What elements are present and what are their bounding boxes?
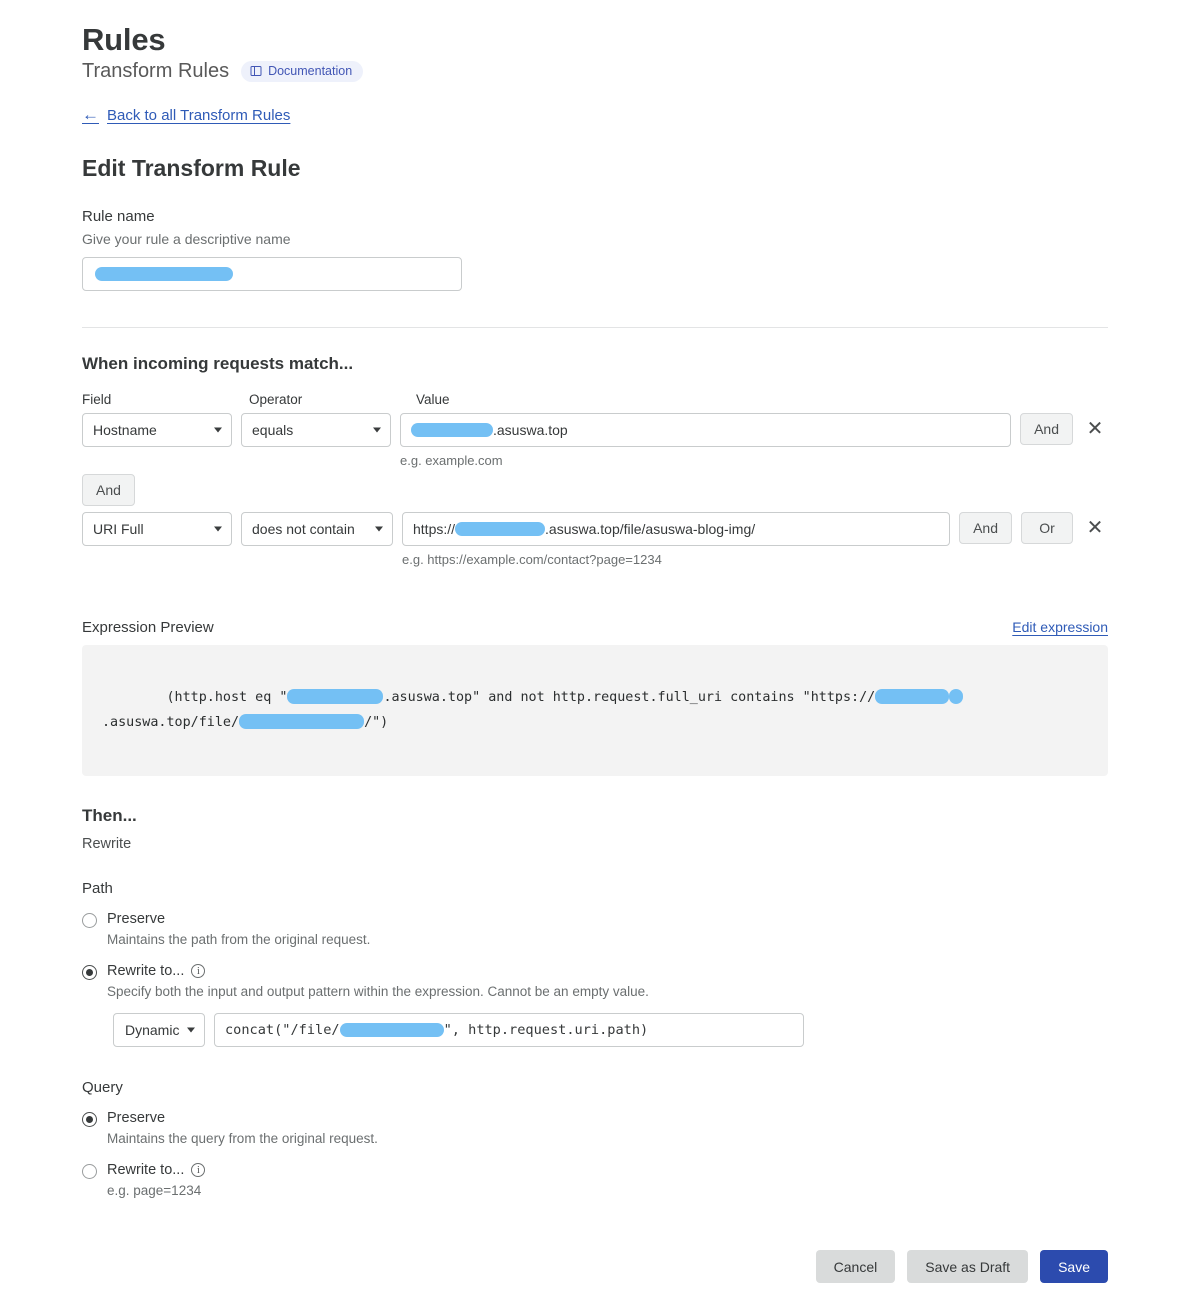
page-heading: Rules (82, 22, 166, 57)
path-preserve-radio[interactable] (82, 913, 97, 928)
operator-select-0-value: equals (252, 422, 294, 438)
subtitle-row (82, 60, 1108, 83)
query-preserve-desc: Maintains the query from the original request. (107, 1131, 378, 1147)
value-input-1-prefix: https:// (413, 521, 456, 537)
rule-name-input[interactable] (82, 257, 462, 291)
save-as-draft-button[interactable]: Save as Draft (907, 1250, 1028, 1283)
query-rewrite-radio[interactable] (82, 1164, 97, 1179)
operator-select-1-value: does not contain (252, 521, 355, 537)
field-select-0-value: Hostname (93, 422, 157, 438)
field-select-1-value: URI Full (93, 521, 144, 537)
value-input-0[interactable] (400, 413, 1011, 447)
and-connector-button[interactable]: And (82, 474, 135, 506)
redacted-value (455, 522, 545, 536)
value-input-1-text: .asuswa.top/file/asuswa-blog-img/ (545, 521, 756, 537)
path-preserve-option[interactable] (82, 911, 1108, 928)
path-rewrite-radio[interactable] (82, 965, 97, 980)
query-rewrite-option[interactable] (82, 1162, 1108, 1179)
edit-expression-link[interactable]: Edit expression (1012, 619, 1108, 635)
expression-preview-box (82, 645, 1108, 776)
and-button-1[interactable]: And (959, 512, 1012, 544)
path-expression-suffix: ", http.request.uri.path) (443, 1022, 649, 1039)
operator-select-1[interactable] (241, 512, 393, 546)
col-header-field: Field (82, 392, 112, 407)
query-group-label: Query (82, 1079, 123, 1097)
field-select-0[interactable] (82, 413, 232, 447)
query-preserve-option[interactable] (82, 1110, 1108, 1127)
redacted-value (340, 1023, 444, 1037)
query-preserve-radio[interactable] (82, 1112, 97, 1127)
redacted-value (287, 689, 383, 704)
redacted-value (949, 689, 963, 704)
value-input-0-text: .asuswa.top (493, 422, 568, 438)
cancel-button[interactable]: Cancel (816, 1250, 896, 1283)
query-preserve-label: Preserve (107, 1110, 166, 1127)
redacted-value (411, 423, 493, 437)
expression-header (82, 619, 1108, 636)
remove-condition-1-icon[interactable]: ✕ (1086, 517, 1104, 539)
operator-select-0[interactable] (241, 413, 391, 447)
path-rewrite-option[interactable] (82, 963, 1108, 980)
back-link-label: Back to all Transform Rules (107, 106, 291, 124)
chevron-down-icon (375, 527, 383, 532)
edit-rule-title: Edit Transform Rule (82, 155, 301, 181)
value-hint-0: e.g. example.com (400, 453, 503, 468)
path-expression-prefix: concat("/file/ (225, 1022, 340, 1039)
path-mode-value: Dynamic (125, 1022, 180, 1039)
redacted-value (239, 714, 364, 729)
path-rewrite-desc: Specify both the input and output pattern within the expression. Cannot be an empty value. (107, 984, 649, 1000)
rule-name-label: Rule name (82, 208, 155, 225)
info-icon[interactable]: i (191, 964, 205, 978)
redacted-value (875, 689, 949, 704)
match-section-title: When incoming requests match... (82, 354, 354, 373)
path-group-label: Path (82, 880, 113, 898)
chevron-down-icon (214, 428, 222, 433)
rule-name-help: Give your rule a descriptive name (82, 231, 291, 247)
field-select-1[interactable] (82, 512, 232, 546)
remove-condition-0-icon[interactable]: ✕ (1086, 418, 1104, 440)
documentation-label: Documentation (268, 64, 353, 78)
redacted-value (95, 267, 233, 281)
then-action: Rewrite (82, 836, 132, 853)
and-button-0[interactable]: And (1020, 413, 1073, 445)
expression-part-1: (http.host eq " (166, 689, 288, 705)
path-mode-select[interactable] (113, 1013, 205, 1047)
expression-part-4: /") (364, 714, 389, 730)
match-column-headers (82, 392, 1108, 407)
path-rewrite-controls (113, 1013, 1108, 1047)
value-hint-1: e.g. https://example.com/contact?page=1234 (402, 552, 662, 567)
path-rewrite-label-wrap (107, 963, 205, 979)
path-preserve-label: Preserve (107, 911, 166, 928)
form-actions (82, 1250, 1108, 1313)
info-icon[interactable]: i (191, 1163, 205, 1177)
or-button-1[interactable]: Or (1021, 512, 1073, 544)
page-subheading: Transform Rules (82, 60, 230, 82)
value-input-1[interactable] (402, 512, 950, 546)
match-row (82, 413, 1108, 468)
col-header-value: Value (416, 392, 450, 407)
chevron-down-icon (187, 1028, 195, 1033)
path-expression-input[interactable] (214, 1013, 804, 1047)
query-rewrite-label: Rewrite to... (107, 1162, 185, 1179)
divider (82, 327, 1108, 328)
chevron-down-icon (214, 527, 222, 532)
path-preserve-desc: Maintains the path from the original request. (107, 932, 371, 948)
book-icon (250, 65, 262, 77)
path-rewrite-label: Rewrite to... (107, 963, 185, 980)
expression-part-2: .asuswa.top" and not http.request.full_uri contains "https:// (383, 689, 876, 705)
back-to-transform-rules-link[interactable] (82, 105, 290, 125)
documentation-link[interactable] (241, 61, 363, 82)
group-connector (82, 474, 1108, 506)
expression-part-3: .asuswa.top/file/ (102, 714, 240, 730)
chevron-down-icon (373, 428, 381, 433)
save-button[interactable]: Save (1040, 1250, 1108, 1283)
arrow-left-icon: ← (82, 105, 99, 124)
query-rewrite-label-wrap (107, 1162, 205, 1178)
col-header-operator: Operator (249, 392, 303, 407)
expression-preview-label: Expression Preview (82, 619, 214, 636)
match-row (82, 512, 1108, 567)
then-title: Then... (82, 806, 137, 826)
query-rewrite-hint: e.g. page=1234 (107, 1183, 202, 1199)
